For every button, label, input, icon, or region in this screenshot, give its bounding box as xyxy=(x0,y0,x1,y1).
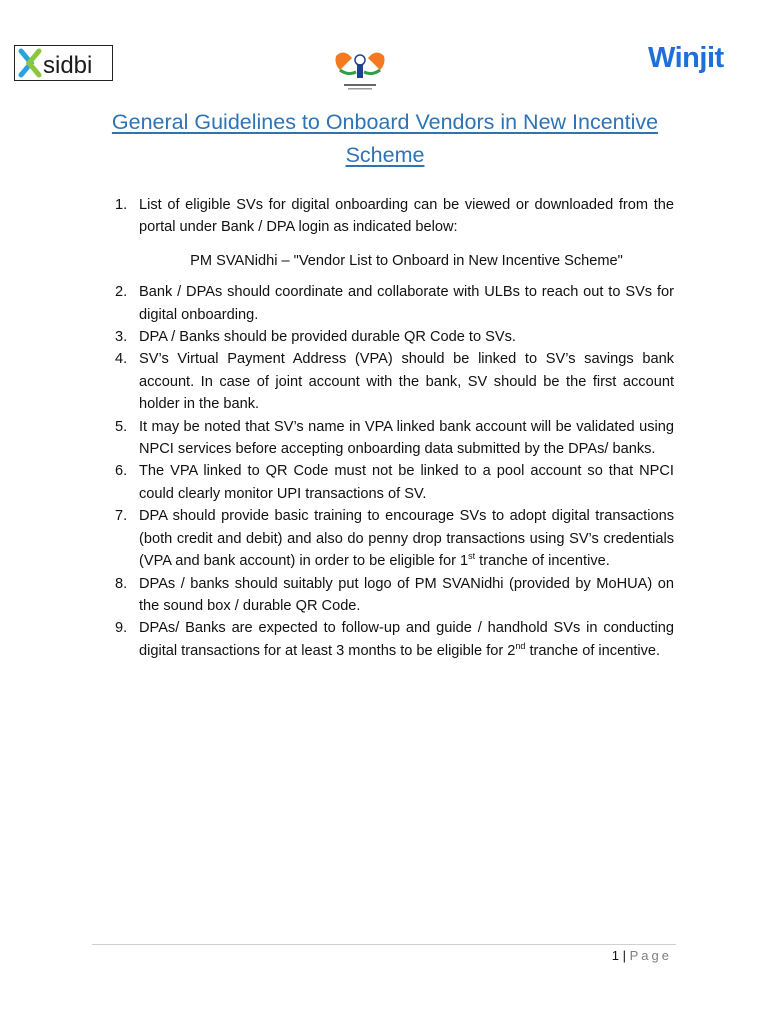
pm-svanidhi-emblem-icon xyxy=(330,46,390,92)
footer-divider xyxy=(92,944,676,945)
list-item: 9. DPAs/ Banks are expected to follow-up and guide / handhold SVs in conducting digital transactions for at least 3 months to be eligible for 2nd tranche of incentive. xyxy=(115,620,674,659)
guidelines-list xyxy=(115,194,674,662)
winjit-logo: Winjit xyxy=(648,42,724,74)
sidbi-logo-text: sidbi xyxy=(43,52,93,79)
list-item: 4. SV’s Virtual Payment Address (VPA) should be linked to SV’s savings bank account. In case of joint account with the bank, SV should be the first account holder in the bank. xyxy=(115,351,674,413)
list-item: 5. It may be noted that SV’s name in VPA linked bank account will be validated using NPCI services before accepting onboarding data submitted by the DPAs/ banks. xyxy=(115,418,674,458)
page-number: 1 xyxy=(611,948,619,963)
page-footer xyxy=(612,948,672,963)
list-item: 2. Bank / DPAs should coordinate and collaborate with ULBs to reach out to SVs for digital onboarding. xyxy=(115,284,674,323)
list-item: 1. List of eligible SVs for digital onboarding can be viewed or downloaded from the portal under Bank / DPA login as indicated below: PM SVANidhi – "Vendor List to Onboard in New Incentive Scheme" xyxy=(139,194,674,272)
page-separator: | xyxy=(622,948,626,963)
sidbi-logo xyxy=(14,45,113,81)
document-title: General Guidelines to Onboard Vendors in New Incentive Scheme xyxy=(111,110,659,167)
list-item: 7. DPA should provide basic training to encourage SVs to adopt digital transactions (both credit and debit) and also do penny drop transactions using SV’s credentials (VPA and bank account) in order to be eligible for 1st tranche of incentive. xyxy=(115,508,674,570)
page-word: Page xyxy=(629,948,672,963)
portal-path-note: PM SVANidhi – "Vendor List to Onboard in New Incentive Scheme" xyxy=(190,252,623,269)
list-item: 6. The VPA linked to QR Code must not be linked to a pool account so that NPCI could clearly monitor UPI transactions of SV. xyxy=(115,463,674,502)
list-item: 8. DPAs / banks should suitably put logo of PM SVANidhi (provided by MoHUA) on the sound box / durable QR Code. xyxy=(115,575,674,614)
list-item: 3. DPA / Banks should be provided durable QR Code to SVs. xyxy=(115,329,516,346)
sidbi-x-icon xyxy=(15,46,112,80)
